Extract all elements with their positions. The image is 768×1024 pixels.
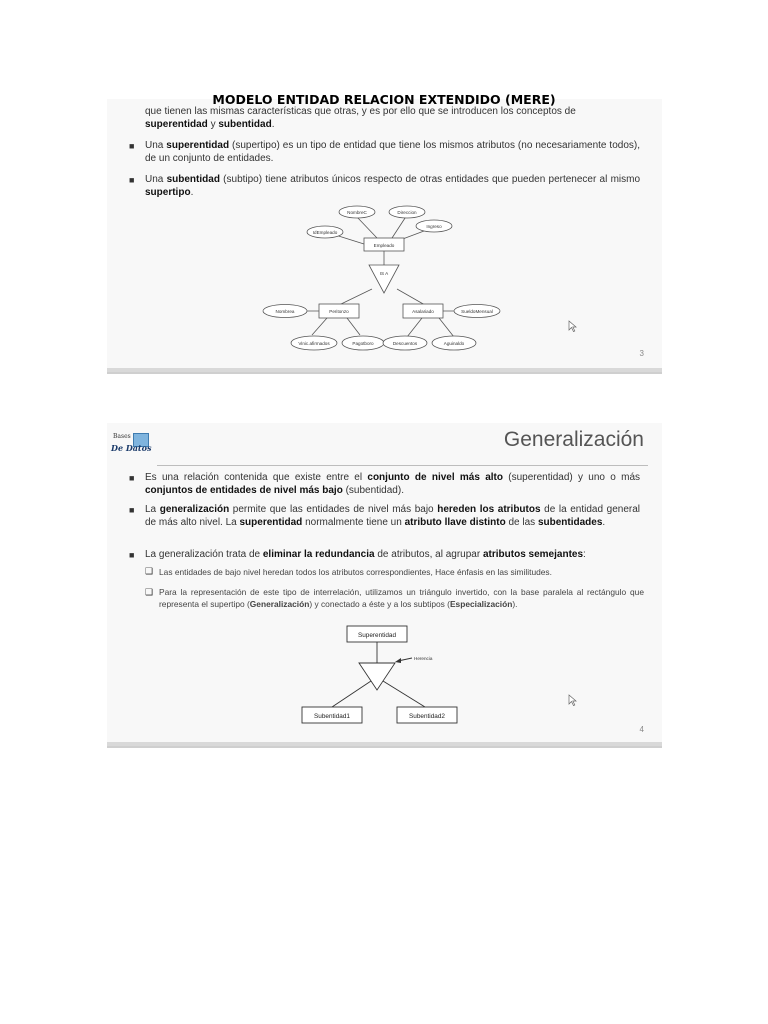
bullet-icon: ■ [129,505,135,515]
mouse-cursor-icon [569,321,576,332]
svg-text:Nombrea: Nombrea [275,309,295,314]
slide2-page-number: 4 [639,725,644,734]
svg-text:IS A: IS A [379,271,389,276]
generalization-diagram [107,623,662,733]
slide-image-1 [107,99,662,372]
mouse-cursor-icon [569,695,576,706]
slide1-intro: que tienen las mismas características que otras, y es por ello que se introducen los conceptos de superentidad y subentidad. [145,106,576,130]
slide2-heading: Generalización [503,428,644,451]
svg-text:Empleado: Empleado [373,243,395,248]
slide2-sub-similitudes: Las entidades de bajo nivel heredan todos los atributos correspondientes, Hace énfasis en las similitudes. [159,567,552,577]
svg-text:Aguinaldo: Aguinaldo [443,341,465,346]
slide1-bullet-superentidad: Una superentidad (supertipo) es un tipo de entidad que tiene los mismos atributos (no necesariamente todos), de un conjunto de entidades. [145,140,641,164]
svg-text:Pagotboro: Pagotboro [352,341,374,346]
document-title: MODELO ENTIDAD RELACION EXTENDIDO (MERE) [212,92,556,107]
svg-text:Ingreso: Ingreso [426,224,442,229]
slide2-bullet-redundancia: La generalización trata de eliminar la redundancia de atributos, al agrupar atributos semejantes: [145,549,586,560]
bullet-icon: ■ [129,141,135,151]
slide1-bullet-subentidad: Una subentidad (subtipo) tiene atributos únicos respecto de otras entidades que pueden pertenecer al mismo supertipo. [145,174,641,198]
slide2-bullet-herencia: La generalización permite que las entidades de nivel más bajo hereden los atributos de la entidad general de más alto nivel. La superentidad normalmente tiene un atributo llave distinto de las subentidades. [145,504,640,528]
er-diagram-empleado [107,203,662,368]
svg-text:Vinic.afirmados: Vinic.afirmados [298,341,330,346]
isa-triangle [369,265,399,293]
bullet-icon: ■ [129,175,135,185]
svg-text:Direccion: Direccion [397,210,417,215]
slide2-bullet-definition: Es una relación contenida que existe entre el conjunto de nivel más alto (superentidad) y uno o más conjuntos de entidades de nivel más bajo (subentidad). [145,472,641,496]
checkbox-bullet-icon: ❑ [145,566,154,576]
checkbox-bullet-icon: ❑ [145,587,154,597]
svg-text:SueldoMensual: SueldoMensual [461,309,493,314]
svg-text:Superentidad: Superentidad [357,632,397,639]
slide1-footer [107,368,662,372]
heading-divider [157,465,648,466]
slide2-sub-representacion: Para la representación de este tipo de interrelación, utilizamos un triángulo invertido, con la base paralela al rectángulo que representa el supertipo (Generalización) y conectado a éste y a los subtipos (Especialización). [159,587,644,609]
svg-text:Subentidad2: Subentidad2 [409,713,445,720]
slide-image-2 [107,423,662,746]
svg-text:Peritonzo: Peritonzo [329,309,349,314]
bases-de-datos-logo: Bases De Datos [111,433,152,453]
svg-text:Subentidad1: Subentidad1 [314,713,350,720]
slide2-footer [107,742,662,746]
arrow-icon [395,658,401,663]
svg-text:Asalariado: Asalariado [412,309,434,314]
svg-text:NombreC: NombreC [347,210,367,215]
bullet-icon: ■ [129,473,135,483]
slide1-page-number: 3 [639,349,644,358]
generalization-triangle [359,663,395,690]
svg-text:Herencia: Herencia [414,656,433,661]
svg-text:IdEmpleado: IdEmpleado [312,230,338,235]
bullet-icon: ■ [129,550,135,560]
svg-text:Descuentos: Descuentos [392,341,418,346]
